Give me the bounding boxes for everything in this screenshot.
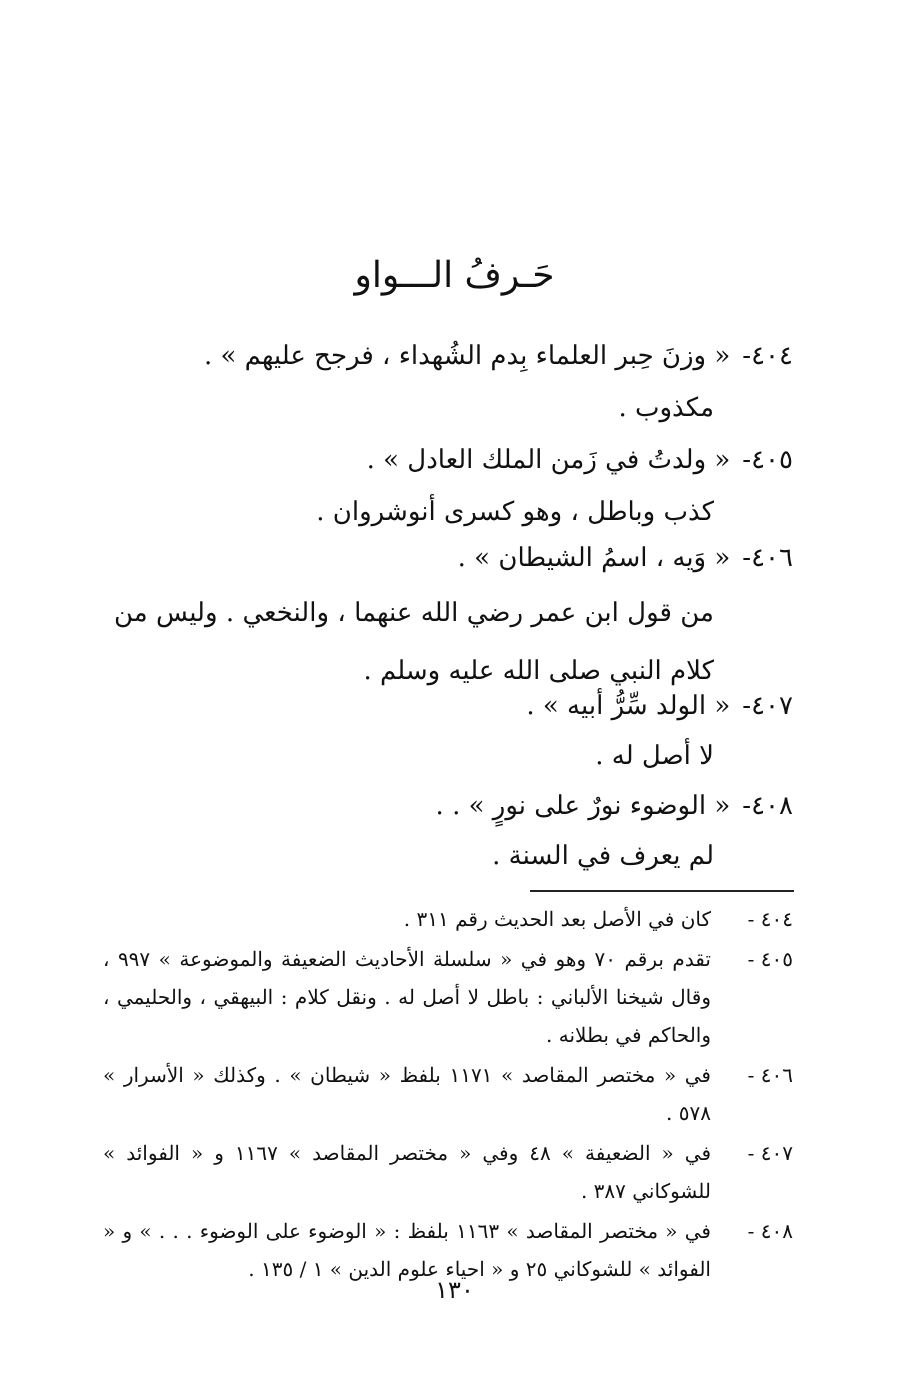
entry-verdict-404: مكذوب . <box>618 393 714 423</box>
entry-number: ٤٠٤- <box>742 341 793 371</box>
chapter-title: حَـرفُ الـــواو <box>354 255 555 296</box>
entry-text: « وَيه ، اسمُ الشيطان » . <box>457 543 731 573</box>
footnote-406 <box>103 1056 793 1132</box>
footnote-number: ٤٠٦ - <box>747 1063 793 1087</box>
entry-verdict-405: كذب وباطل ، وهو كسرى أنوشروان . <box>316 497 714 527</box>
footnote-number: ٤٠٨ - <box>747 1219 793 1243</box>
entry-number: ٤٠٧- <box>742 691 793 721</box>
footnote-405 <box>103 940 793 1054</box>
hadith-entry-406 <box>113 532 793 584</box>
footnote-407 <box>103 1134 793 1210</box>
hadith-entry-408 <box>113 780 793 832</box>
footnote-text: تقدم برقم ٧٠ وهو في « سلسلة الأحاديث الضعيفة والموضوعة » ٩٩٧ ، وقال شيخنا الألباني : باطل لا أصل له . ونقل كلام : البيهقي ، والحليمي ، والحاكم في بطلانه . <box>103 947 711 1047</box>
footnote-text: في « الضعيفة » ٤٨ وفي « مختصر المقاصد » ١١٦٧ و « الفوائد » للشوكاني ٣٨٧ . <box>103 1141 712 1203</box>
hadith-entry-405 <box>113 434 793 486</box>
entry-verdict-406: من قول ابن عمر رضي الله عنهما ، والنخعي . وليس من كلام النبي صلى الله عليه وسلم . <box>114 598 714 686</box>
entry-number: ٤٠٥- <box>742 445 793 475</box>
entry-number: ٤٠٨- <box>742 791 793 821</box>
entry-text: « الولد سِّرُّ أبيه » . <box>526 691 731 721</box>
footnote-divider <box>530 890 794 892</box>
hadith-entry-404 <box>113 330 793 382</box>
entry-text: « وزنَ حِبر العلماء بِدم الشُهداء ، فرجح عليهم » . <box>203 341 731 371</box>
footnotes <box>103 900 793 1290</box>
footnote-number: ٤٠٥ - <box>747 947 793 971</box>
entry-verdict-408: لم يعرف في السنة . <box>492 841 714 871</box>
footnote-404 <box>103 900 793 938</box>
entry-text: « الوضوء نورٌ على نورٍ » . . <box>435 791 731 821</box>
footnote-number: ٤٠٤ - <box>747 907 793 931</box>
footnote-text: في « مختصر المقاصد » ١١٦٣ بلفظ : « الوضوء على الوضوء . . . » و « الفوائد » للشوكاني ٢٥ و « احياء علوم الدين » ١ / ١٣٥ . <box>103 1219 711 1281</box>
footnote-text: في « مختصر المقاصد » ١١٧١ بلفظ « شيطان » . وكذلك « الأسرار » ٥٧٨ . <box>103 1063 711 1125</box>
entry-text: « ولدتُ في زَمن الملك العادل » . <box>366 445 731 475</box>
hadith-entry-407 <box>113 680 793 732</box>
entry-verdict-407: لا أصل له . <box>595 741 714 771</box>
footnote-number: ٤٠٧ - <box>747 1141 793 1165</box>
page-number: ١٣٠ <box>435 1276 474 1304</box>
entry-number: ٤٠٦- <box>742 543 793 573</box>
footnote-text: كان في الأصل بعد الحديث رقم ٣١١ . <box>403 907 711 931</box>
